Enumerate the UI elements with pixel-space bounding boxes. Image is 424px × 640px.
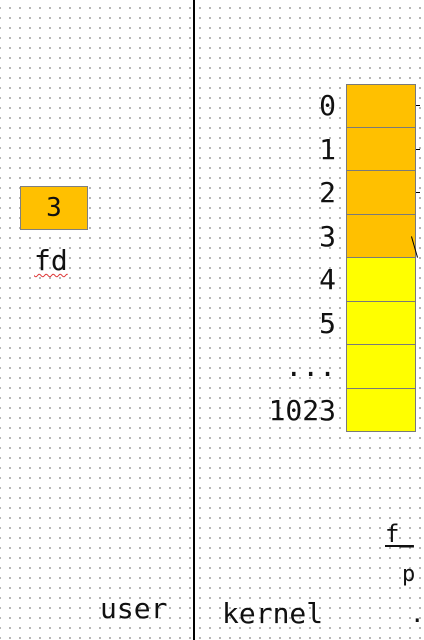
fd-table-index-column	[236, 84, 336, 432]
fd-table-cell	[346, 215, 416, 259]
fd-table-index: 1	[319, 132, 336, 166]
fd-table-cell	[346, 258, 416, 302]
fd-table-index: 0	[319, 89, 336, 122]
truncated-label-f: f_	[385, 520, 414, 548]
fd-table-index: 5	[319, 306, 336, 340]
fd-table-cell	[346, 302, 416, 346]
fd-table-index: 4	[319, 263, 336, 296]
truncated-label-dot: .	[410, 600, 424, 628]
fd-label: fd	[34, 244, 68, 277]
user-space-label: user	[100, 592, 168, 625]
kernel-space-label: kernel	[222, 597, 324, 630]
fd-table-index: ...	[285, 350, 336, 383]
fd-value-box	[20, 186, 88, 230]
fd-table-index: 2	[319, 176, 336, 209]
fd-table-cell	[346, 171, 416, 215]
user-kernel-divider	[193, 0, 195, 640]
fd-table-index: 1023	[268, 393, 336, 427]
pointer-arrow-stub-2	[416, 192, 420, 193]
fd-table-cell	[346, 84, 416, 128]
fd-table-cell	[346, 345, 416, 389]
pointer-arrow-stub-0	[416, 105, 420, 106]
fd-table-cell	[346, 128, 416, 172]
fd-table-cell	[346, 389, 416, 433]
fd-value: 3	[46, 193, 62, 223]
pointer-arrow-stub-1	[416, 149, 420, 150]
fd-table-index: 3	[319, 219, 336, 253]
fd-table	[346, 84, 416, 432]
truncated-label-p: p	[402, 562, 416, 587]
